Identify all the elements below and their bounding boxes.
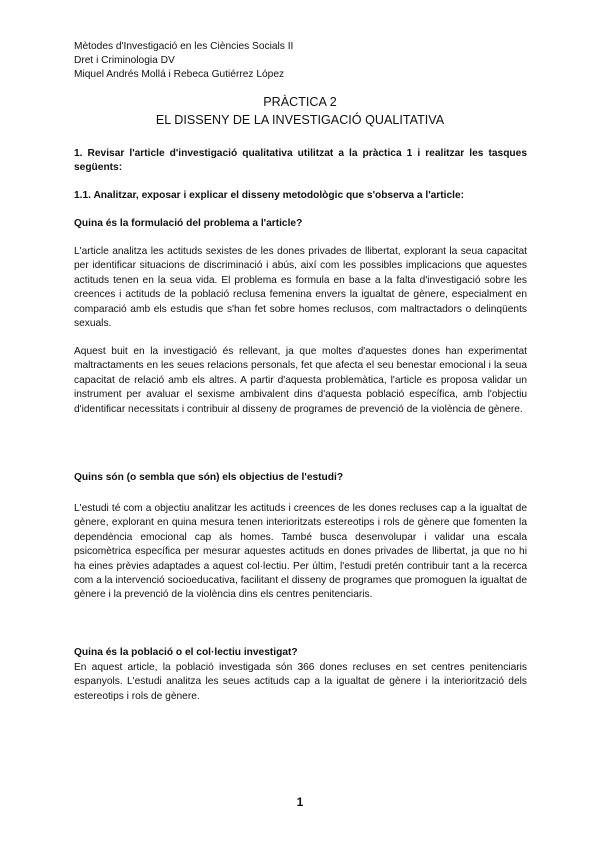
document-header <box>74 40 293 82</box>
title-line-1: PRÀCTICA 2 <box>263 95 337 109</box>
paragraph-population: En aquest article, la població investigada són 366 dones recluses en set centres penitenciaris espanyols. L'estudi analitza les seues actituds cap a la igualtat de gènere i la interiorització dels estereotips i rols de gènere. <box>74 662 527 702</box>
header-degree: Dret i Criminologia DV <box>74 55 175 66</box>
header-authors: Miquel Andrés Mollá i Rebeca Gutiérrez López <box>74 69 285 80</box>
page-number: 1 <box>296 795 304 809</box>
question-problem-formulation: Quina és la formulació del problema a l'article? <box>74 218 303 229</box>
paragraph-problem-1: L'article analitza les actituds sexistes de les dones privades de llibertat, explorant la seua capacitat per identificar situacions de discriminació i abús, així com les possibles implicacions que aquestes actituds tenen en la seua vida. El problema es formula en base a la falta d'investigació sobre les creences i actituds de la població reclusa femenina envers la igualtat de gènere, especialment en comparació amb els estudis que s'han fet sobre homes reclusos, com maltractadors o delinqüents sexuals. <box>74 246 527 330</box>
section-1-heading: 1. Revisar l'article d'investigació qualitativa utilitzat a la pràctica 1 i realitzar les tasques següents: <box>74 148 527 174</box>
title-line-2: EL DISSENY DE LA INVESTIGACIÓ QUALITATIVA <box>155 113 445 127</box>
section-1-1-heading: 1.1. Analitzar, exposar i explicar el disseny metodològic que s'observa a l'article: <box>74 190 465 201</box>
question-population: Quina és la població o el col·lectiu investigat? <box>74 647 298 658</box>
paragraph-problem-2: Aquest buit en la investigació és rellevant, ja que moltes d'aquestes dones han experimentat maltractaments en les seues relacions personals, fet que afecta el seu benestar emocional i la seua capacitat de relació amb els altres. A partir d'aquesta problemàtica, l'article es proposa validar un instrument per avaluar el sexisme ambivalent dins d'aquesta població específica, amb l'objectiu d'identificar necessitats i contribuir al disseny de programes de prevenció de la violència de gènere. <box>74 346 527 415</box>
question-objectives: Quins són (o sembla que són) els objectius de l'estudi? <box>74 472 344 483</box>
paragraph-objectives: L'estudi té com a objectiu analitzar les actituds i creences de les dones recluses cap a la igualtat de gènere, explorant en quina mesura tenen interioritzats estereotips i rols de gènere que fomenten la dependència emocional cap als homes. També busca desenvolupar i validar una escala psicomètrica específica per mesurar aquestes actituds en dones privades de llibertat, ja que no hi ha eines prèvies adaptades a aquest col·lectiu. Per últim, l'estudi pretén contribuir tant a la recerca com a la intervenció socioeducativa, facilitant el disseny de programes que promoguen la igualtat de gènere i la prevenció de la violència dins els centres penitenciaris. <box>74 503 527 601</box>
header-course: Mètodes d'Investigació en les Ciències Socials II <box>74 41 294 52</box>
